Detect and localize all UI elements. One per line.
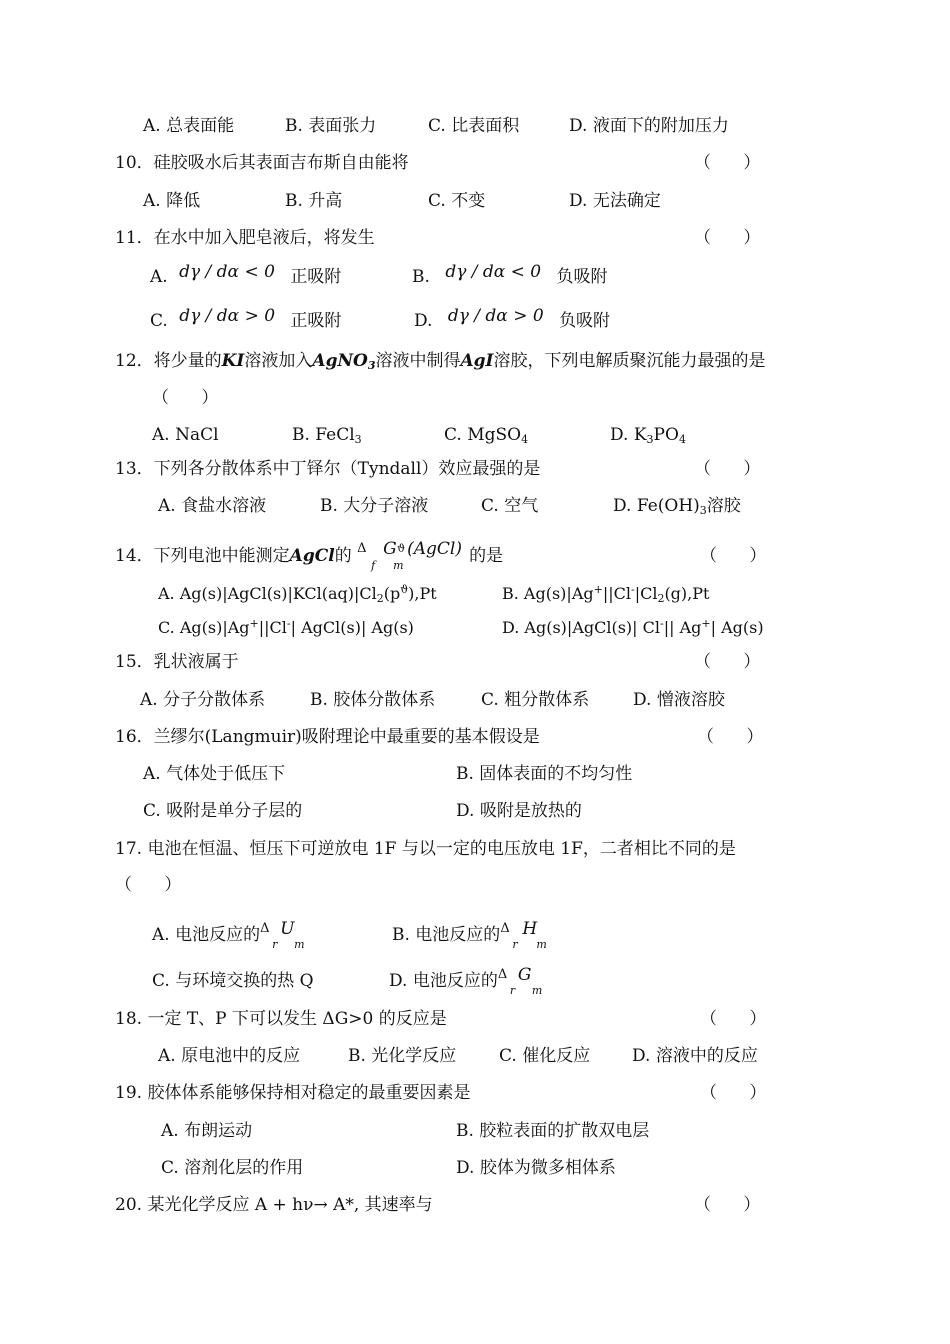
q12-agi: AgI (460, 351, 494, 371)
q17-b-symbol (500, 919, 547, 951)
q17-d-text: D. 电池反应的 (389, 971, 498, 991)
q14-a-text3: ),Pt (408, 584, 437, 603)
q15-answer-blank: （ ） (694, 652, 761, 672)
q12-d-text2: PO (653, 425, 679, 445)
q18-answer-blank: （ ） (700, 1009, 767, 1029)
q9-option-d: D. 液面下的附加压力 (569, 116, 729, 136)
q18-option-d: D. 溶液中的反应 (632, 1046, 758, 1066)
q13-d-text2: 溶胶 (706, 496, 741, 516)
q10-answer-blank: （ ） (694, 153, 761, 173)
q13-d-text1: D. Fe(OH) (613, 496, 700, 516)
q11-d-label: D. (414, 311, 433, 331)
q11-a-text: 正吸附 (290, 267, 342, 287)
q15-option-c: C. 粗分散体系 (481, 690, 590, 710)
q17-option-a (152, 919, 306, 951)
q11-d-expr: dγ / dα > 0 (447, 306, 544, 326)
q14-a-text2: (p (383, 584, 401, 603)
q11-c-label: C. (150, 311, 168, 331)
q19-option-d: D. 胶体为微多相体系 (456, 1158, 616, 1178)
q14-c-text1: C. Ag(s)|Ag (158, 618, 250, 637)
q12-t1: 溶液加入 (244, 351, 313, 371)
q14-answer-blank: （ ） (700, 546, 767, 566)
q12-d-text1: D. K (610, 425, 647, 445)
q17-d-symbol (497, 965, 544, 997)
q12-num: 12．将少量的 (115, 351, 222, 371)
q12-option-c (444, 424, 528, 446)
q10-option-b: B. 升高 (285, 191, 343, 211)
q11-option-a (150, 262, 342, 288)
q14-sub-m: m (393, 559, 404, 572)
q20-answer-blank: （ ） (694, 1195, 761, 1215)
q14-d-sup1: - (660, 617, 664, 630)
q11-a-label: A. (150, 267, 168, 287)
q12-stem (115, 350, 766, 372)
q9-option-a: A. 总表面能 (143, 116, 235, 136)
q16-option-d: D. 吸附是放热的 (456, 801, 582, 821)
q17-option-b (392, 919, 547, 951)
q17-option-d (389, 965, 544, 997)
q14-b-sup1: + (593, 583, 603, 596)
q9-option-b: B. 表面张力 (285, 116, 377, 136)
q14-G: G (383, 539, 397, 559)
q19-option-b: B. 胶粒表面的扩散双电层 (456, 1121, 650, 1141)
q16-option-b: B. 固体表面的不均匀性 (456, 764, 633, 784)
q17-b-sub-r: r (512, 938, 518, 951)
q14-gibbs-symbol (357, 539, 469, 572)
q17-b-sub-m: m (536, 938, 547, 951)
q14-a-sub: 2 (376, 592, 384, 605)
q12-option-b (292, 424, 362, 446)
q15-option-d: D. 憎液溶胶 (633, 690, 725, 710)
q14-t2: 的 (334, 546, 352, 566)
q17-answer-blank: （ ） (115, 875, 182, 895)
q14-d-text3: | Ag(s) (710, 618, 764, 637)
q10-option-a: A. 降低 (143, 191, 201, 211)
q14-theta: ϑ (397, 542, 405, 555)
q15-option-a: A. 分子分散体系 (140, 690, 266, 710)
q14-b-text4: (g),Pt (664, 584, 710, 603)
q14-option-d (502, 617, 764, 639)
q9-option-c: C. 比表面积 (428, 116, 520, 136)
q11-a-expr: dγ / dα < 0 (179, 262, 275, 282)
q14-b-text2: ||Cl (602, 584, 631, 603)
q17-a-sub-m: m (294, 938, 305, 951)
q16-stem: 16．兰缪尔(Langmuir)吸附理论中最重要的基本假设是 (115, 727, 540, 747)
q17-d-delta: Δ (497, 967, 508, 982)
q13-option-b: B. 大分子溶液 (320, 496, 429, 516)
q13-answer-blank: （ ） (694, 459, 761, 479)
q13-option-a: A. 食盐水溶液 (158, 496, 267, 516)
q19-answer-blank: （ ） (700, 1083, 767, 1103)
q14-b-text3: |Cl (634, 584, 658, 603)
q14-d-sup2: + (701, 617, 711, 630)
q11-stem: 11．在水中加入肥皂液后，将发生 (115, 228, 375, 248)
q17-d-G: G (517, 965, 532, 985)
q14-d-text1: D. Ag(s)|AgCl(s)| Cl (502, 618, 660, 637)
q11-c-text: 正吸附 (290, 311, 342, 331)
q17-d-sub-m: m (531, 984, 543, 997)
q11-answer-blank: （ ） (694, 228, 761, 248)
q14-d-text2: || Ag (663, 618, 702, 637)
q14-c-sup1: + (249, 617, 259, 630)
q14-option-c (158, 617, 414, 639)
q12-c-sub: 4 (521, 433, 529, 446)
q14-a-text1: A. Ag(s)|AgCl(s)|KCl(aq)|Cl (158, 584, 377, 603)
q20-stem: 20. 某光化学反应 A + hν→ A*, 其速率与 (115, 1195, 433, 1215)
q14-b-sub: 2 (657, 592, 665, 605)
q13-option-d (613, 495, 741, 517)
q14-option-b (502, 583, 709, 605)
q17-option-c: C. 与环境交换的热 Q (152, 971, 314, 991)
q11-c-expr: dγ / dα > 0 (179, 306, 276, 326)
q12-agno-sub: 3 (367, 359, 376, 372)
q14-delta: Δ (357, 541, 367, 556)
q12-b-sub: 3 (354, 433, 362, 446)
q19-stem: 19. 胶体体系能够保持相对稳定的最重要因素是 (115, 1083, 471, 1103)
q11-b-expr: dγ / dα < 0 (445, 262, 542, 282)
q12-option-a: A. NaCl (152, 425, 219, 445)
q17-a-sub-r: r (272, 938, 278, 951)
q14-c-text3: | AgCl(s)| Ag(s) (290, 618, 414, 637)
q16-option-c: C. 吸附是单分子层的 (143, 801, 303, 821)
q15-stem: 15．乳状液属于 (115, 652, 239, 672)
q14-c-sup2: - (286, 617, 291, 630)
q11-option-b (412, 262, 608, 288)
q12-t2: 溶液中制得 (375, 351, 461, 371)
q14-stem (115, 539, 504, 572)
q13-option-c: C. 空气 (481, 496, 539, 516)
q18-option-b: B. 光化学反应 (348, 1046, 457, 1066)
q14-a-sup: ϑ (400, 583, 409, 596)
q15-option-b: B. 胶体分散体系 (310, 690, 436, 710)
q17-a-delta: Δ (260, 921, 270, 936)
q10-stem: 10．硅胶吸水后其表面吉布斯自由能将 (115, 153, 409, 173)
q14-t3: 的是 (469, 546, 504, 566)
q14-option-a (158, 583, 437, 605)
q17-b-delta: Δ (500, 921, 510, 936)
q12-answer-blank: （ ） (152, 388, 219, 408)
q12-d-sub2: 4 (678, 433, 686, 446)
q14-c-text2: ||Cl (258, 618, 287, 637)
q19-option-c: C. 溶剂化层的作用 (161, 1158, 304, 1178)
q14-b-text1: B. Ag(s)|Ag (502, 584, 594, 603)
q16-answer-blank: （ ） (697, 727, 764, 747)
q12-t3: 溶胶，下列电解质聚沉能力最强的是 (493, 351, 766, 371)
q18-option-c: C. 催化反应 (499, 1046, 591, 1066)
q11-option-c (150, 306, 342, 332)
q14-sub-f: f (371, 559, 376, 572)
q12-option-d (610, 424, 686, 446)
q14-arg: (AgCl) (407, 539, 462, 559)
q18-option-a: A. 原电池中的反应 (158, 1046, 301, 1066)
q13-stem: 13．下列各分散体系中丁铎尔（Tyndall）效应最强的是 (115, 459, 541, 479)
q19-option-a: A. 布朗运动 (161, 1121, 253, 1141)
q12-agno-text: AgNO (312, 351, 368, 371)
q11-b-label: B. (412, 267, 430, 287)
q17-b-H: H (522, 919, 538, 939)
q17-b-text: B. 电池反应的 (392, 925, 501, 945)
q17-a-symbol (260, 919, 306, 951)
q17-a-U: U (280, 919, 295, 939)
q14-b-sup2: - (630, 583, 635, 596)
q12-agno3 (312, 351, 375, 371)
q13-d-sub: 3 (699, 504, 707, 517)
q12-b-text: B. FeCl (292, 425, 355, 445)
q12-c-text: C. MgSO (444, 425, 522, 445)
q18-stem: 18. 一定 T、P 下可以发生 ΔG>0 的反应是 (115, 1009, 447, 1029)
q10-option-c: C. 不变 (428, 191, 486, 211)
q17-stem: 17. 电池在恒温、恒压下可逆放电 1F 与以一定的电压放电 1F，二者相比不同的是 (115, 839, 736, 859)
q11-d-text: 负吸附 (559, 311, 611, 331)
q14-t1: 14．下列电池中能测定 (115, 546, 290, 566)
q11-b-text: 负吸附 (556, 267, 608, 287)
q17-d-sub-r: r (509, 984, 516, 997)
q10-option-d: D. 无法确定 (569, 191, 661, 211)
q14-agcl: AgCl (289, 546, 335, 566)
q12-d-sub1: 3 (646, 433, 654, 446)
q11-option-d (414, 306, 611, 332)
q12-ki: KI (221, 351, 245, 371)
q17-a-text: A. 电池反应的 (152, 925, 261, 945)
q16-option-a: A. 气体处于低压下 (143, 764, 286, 784)
